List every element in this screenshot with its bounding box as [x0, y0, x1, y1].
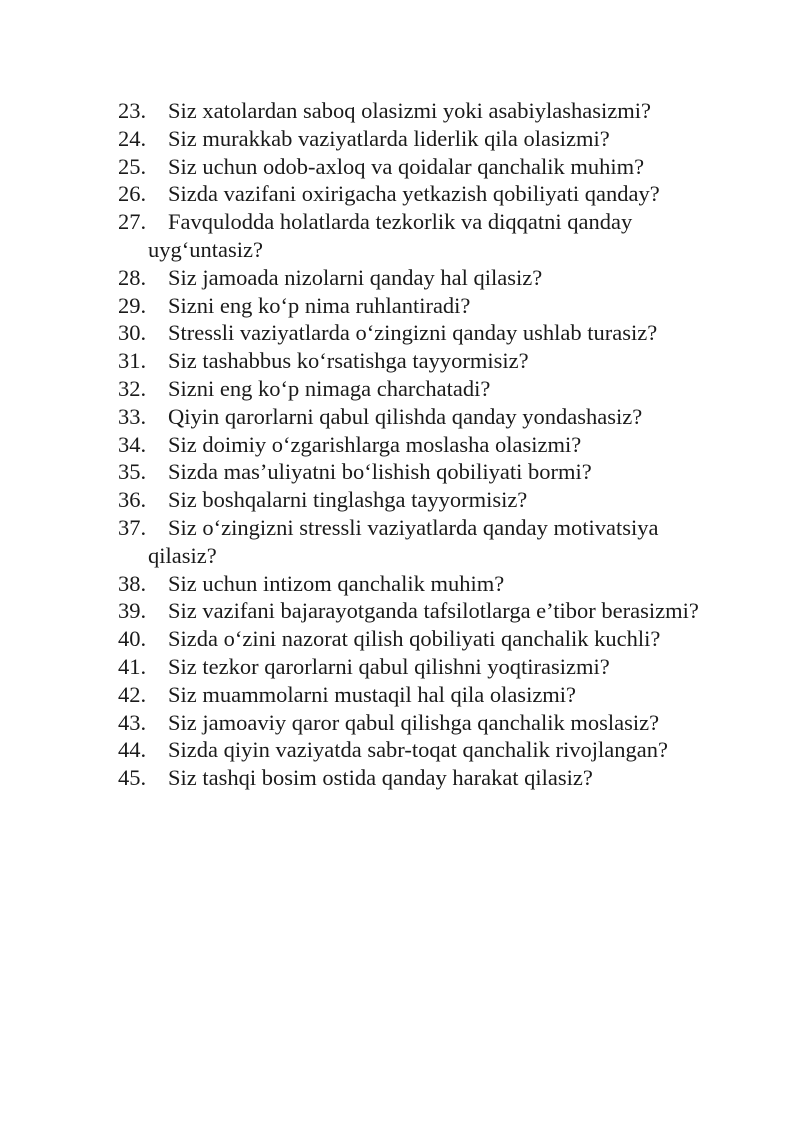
- question-item: [118, 153, 718, 181]
- question-number: 40.: [118, 626, 147, 652]
- question-item: [118, 125, 718, 153]
- question-text: Sizda vazifani oxirigacha yetkazish qobiliyati qanday?: [168, 181, 660, 207]
- question-item: [118, 625, 718, 653]
- question-text: Favqulodda holatlarda tezkorlik va diqqatni qanday uyg‘untasiz?: [148, 209, 633, 262]
- question-item: [118, 570, 718, 598]
- question-text: Siz muammolarni mustaqil hal qila olasizmi?: [168, 681, 577, 707]
- question-text: Sizda qiyin vaziyatda sabr-toqat qanchalik rivojlangan?: [168, 737, 668, 763]
- question-text: Siz vazifani bajarayotganda tafsilotlarga e’tibor berasizmi?: [168, 598, 699, 624]
- question-item: [118, 208, 718, 264]
- question-text: Qiyin qarorlarni qabul qilishda qanday yondashasiz?: [168, 403, 643, 429]
- question-number: 26.: [118, 181, 147, 207]
- question-item: [118, 458, 718, 486]
- question-number: 30.: [118, 320, 147, 346]
- question-number: 28.: [118, 264, 147, 290]
- question-item: [118, 180, 718, 208]
- question-item: [118, 514, 718, 570]
- question-text: Siz xatolardan saboq olasizmi yoki asabiylashasizmi?: [168, 98, 652, 123]
- question-number: 25.: [118, 153, 147, 179]
- question-number: 37.: [118, 514, 147, 540]
- question-number: 23.: [118, 98, 147, 123]
- question-number: 35.: [118, 459, 147, 485]
- question-item: [118, 709, 718, 737]
- question-number: 45.: [118, 765, 147, 791]
- question-number: 31.: [118, 348, 147, 374]
- question-number: 42.: [118, 681, 147, 707]
- question-number: 32.: [118, 375, 147, 401]
- question-text: Sizda mas’uliyatni bo‘lishish qobiliyati bormi?: [168, 459, 592, 485]
- question-item: [118, 764, 718, 792]
- question-text: Siz tashabbus ko‘rsatishga tayyormisiz?: [168, 348, 529, 374]
- question-number: 34.: [118, 431, 147, 457]
- question-number: 44.: [118, 737, 147, 763]
- question-text: Siz tezkor qarorlarni qabul qilishni yoqtirasizmi?: [168, 653, 610, 679]
- question-number: 36.: [118, 487, 147, 513]
- question-text: Sizda o‘zini nazorat qilish qobiliyati qanchalik kuchli?: [168, 626, 661, 652]
- question-item: [118, 347, 718, 375]
- question-list: [118, 97, 718, 792]
- question-text: Siz doimiy o‘zgarishlarga moslasha olasizmi?: [168, 431, 582, 457]
- question-number: 29.: [118, 292, 147, 318]
- question-item: [118, 319, 718, 347]
- question-number: 41.: [118, 653, 147, 679]
- question-text: Stressli vaziyatlarda o‘zingizni qanday ushlab turasiz?: [168, 320, 658, 346]
- question-text: Siz uchun intizom qanchalik muhim?: [168, 570, 505, 596]
- question-item: [118, 486, 718, 514]
- question-number: 38.: [118, 570, 147, 596]
- question-item: [118, 403, 718, 431]
- question-text: Siz tashqi bosim ostida qanday harakat qilasiz?: [168, 765, 593, 791]
- question-text: Siz jamoaviy qaror qabul qilishga qanchalik moslasiz?: [168, 709, 660, 735]
- question-item: [118, 375, 718, 403]
- question-text: Siz boshqalarni tinglashga tayyormisiz?: [168, 487, 528, 513]
- question-number: 24.: [118, 125, 147, 151]
- question-item: [118, 736, 718, 764]
- question-item: [118, 97, 718, 125]
- question-text: Siz o‘zingizni stressli vaziyatlarda qanday motivatsiya qilasiz?: [148, 514, 659, 568]
- question-item: [118, 431, 718, 459]
- question-number: 27.: [118, 209, 147, 235]
- question-number: 39.: [118, 598, 147, 624]
- question-text: Siz murakkab vaziyatlarda liderlik qila olasizmi?: [168, 125, 610, 151]
- question-text: Siz uchun odob-axloq va qoidalar qanchalik muhim?: [168, 153, 645, 179]
- question-number: 33.: [118, 403, 147, 429]
- question-item: [118, 681, 718, 709]
- question-item: [118, 264, 718, 292]
- question-item: [118, 292, 718, 320]
- question-item: [118, 597, 718, 625]
- question-text: Sizni eng ko‘p nimaga charchatadi?: [168, 375, 491, 401]
- question-number: 43.: [118, 709, 147, 735]
- question-item: [118, 653, 718, 681]
- question-text: Sizni eng ko‘p nima ruhlantiradi?: [168, 292, 471, 318]
- question-text: Siz jamoada nizolarni qanday hal qilasiz?: [168, 264, 543, 290]
